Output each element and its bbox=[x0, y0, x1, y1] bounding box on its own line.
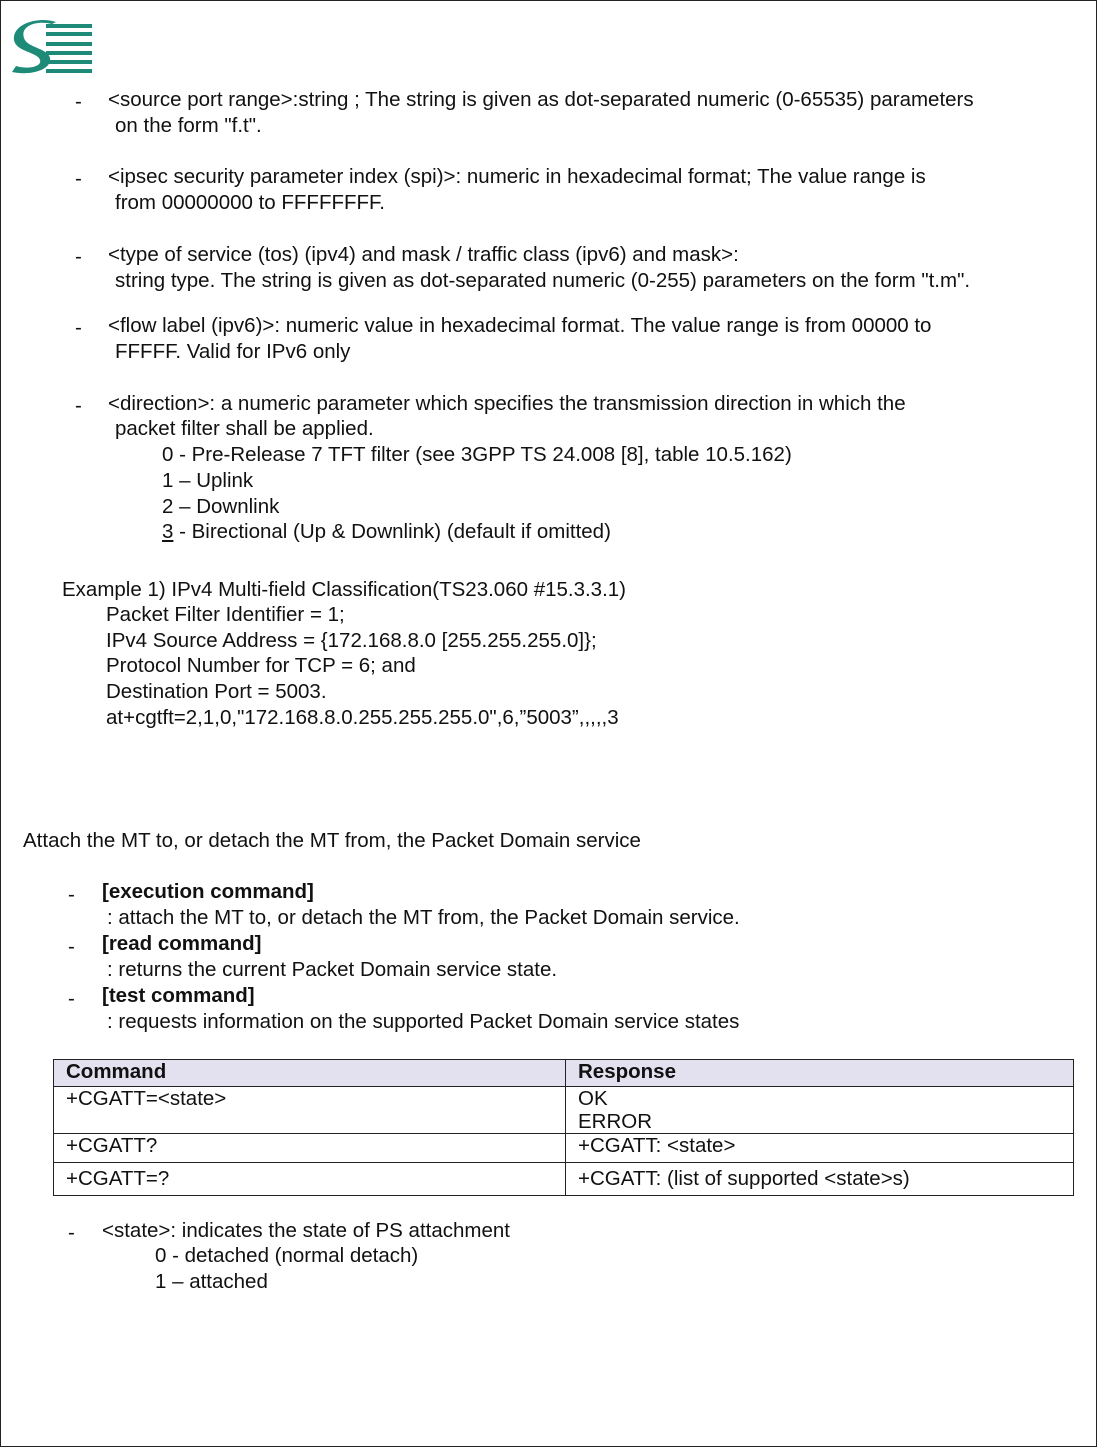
example-line: Packet Filter Identifier = 1; bbox=[106, 603, 345, 626]
state-value: 0 - detached (normal detach) bbox=[155, 1244, 419, 1267]
cgatt-intro: Attach the MT to, or detach the MT from, the Packet Domain service bbox=[23, 829, 641, 852]
param-tos-line1: <type of service (tos) (ipv4) and mask / traffic class (ipv6) and mask>: bbox=[108, 243, 739, 266]
list-marker: - bbox=[75, 394, 82, 417]
table-cell-command: +CGATT=<state> bbox=[54, 1087, 566, 1134]
read-command-desc: : returns the current Packet Domain service state. bbox=[107, 958, 558, 981]
table-row bbox=[54, 1087, 1074, 1134]
direction-value-default: 3 - Birectional (Up & Downlink) (default if omitted) bbox=[162, 520, 611, 543]
param-direction-line2: packet filter shall be applied. bbox=[115, 417, 374, 440]
example-command: at+cgtft=2,1,0,"172.168.8.0.255.255.255.0",6,”5003”,,,,,3 bbox=[106, 706, 619, 729]
command-response-table bbox=[53, 1059, 1074, 1196]
table-cell-response: +CGATT: (list of supported <state>s) bbox=[566, 1163, 1074, 1196]
table-cell-response: +CGATT: <state> bbox=[566, 1134, 1074, 1163]
example-line: IPv4 Source Address = {172.168.8.0 [255.255.255.0]}; bbox=[106, 629, 597, 652]
test-command-label: [test command] bbox=[102, 984, 255, 1007]
list-marker: - bbox=[68, 1221, 75, 1244]
example-title: Example 1) IPv4 Multi-field Classification(TS23.060 #15.3.3.1) bbox=[62, 578, 627, 601]
state-param-desc: <state>: indicates the state of PS attachment bbox=[102, 1219, 510, 1242]
param-source-port-line2: on the form "f.t". bbox=[115, 114, 262, 137]
direction-value: 1 – Uplink bbox=[162, 469, 254, 492]
list-marker: - bbox=[68, 935, 75, 958]
param-flow-label-line2: FFFFF. Valid for IPv6 only bbox=[115, 340, 351, 363]
param-flow-label-line1: <flow label (ipv6)>: numeric value in hexadecimal format. The value range is from 00000 to bbox=[108, 314, 932, 337]
execution-command-label: [execution command] bbox=[102, 880, 314, 903]
param-source-port-line1: <source port range>:string ; The string is given as dot-separated numeric (0-65535) parameters bbox=[108, 88, 974, 111]
table-header-response: Response bbox=[566, 1060, 1074, 1087]
list-marker: - bbox=[68, 987, 75, 1010]
response-line: OK bbox=[578, 1087, 608, 1110]
table-header-command: Command bbox=[54, 1060, 566, 1087]
direction-value: 0 - Pre-Release 7 TFT filter (see 3GPP TS 24.008 [8], table 10.5.162) bbox=[162, 443, 792, 466]
state-value: 1 – attached bbox=[155, 1270, 268, 1293]
table-cell-response bbox=[566, 1087, 1074, 1134]
example-line: Destination Port = 5003. bbox=[106, 680, 327, 703]
execution-command-desc: : attach the MT to, or detach the MT from, the Packet Domain service. bbox=[107, 906, 740, 929]
list-marker: - bbox=[75, 316, 82, 339]
list-marker: - bbox=[75, 90, 82, 113]
table-header-row bbox=[54, 1060, 1074, 1087]
response-line: ERROR bbox=[578, 1110, 653, 1133]
company-logo bbox=[8, 18, 96, 82]
param-spi-line2: from 00000000 to FFFFFFFF. bbox=[115, 191, 385, 214]
direction-value: 2 – Downlink bbox=[162, 495, 280, 518]
param-spi-line1: <ipsec security parameter index (spi)>: numeric in hexadecimal format; The value range is bbox=[108, 165, 926, 188]
list-marker: - bbox=[75, 167, 82, 190]
table-row bbox=[54, 1163, 1074, 1196]
list-marker: - bbox=[68, 883, 75, 906]
table-row bbox=[54, 1134, 1074, 1163]
param-tos-line2: string type. The string is given as dot-separated numeric (0-255) parameters on the form "t.m". bbox=[115, 269, 971, 292]
table-cell-command: +CGATT=? bbox=[54, 1163, 566, 1196]
test-command-desc: : requests information on the supported Packet Domain service states bbox=[107, 1010, 740, 1033]
table-cell-command: +CGATT? bbox=[54, 1134, 566, 1163]
list-marker: - bbox=[75, 245, 82, 268]
example-line: Protocol Number for TCP = 6; and bbox=[106, 654, 416, 677]
param-direction-line1: <direction>: a numeric parameter which specifies the transmission direction in which the bbox=[108, 392, 906, 415]
read-command-label: [read command] bbox=[102, 932, 262, 955]
